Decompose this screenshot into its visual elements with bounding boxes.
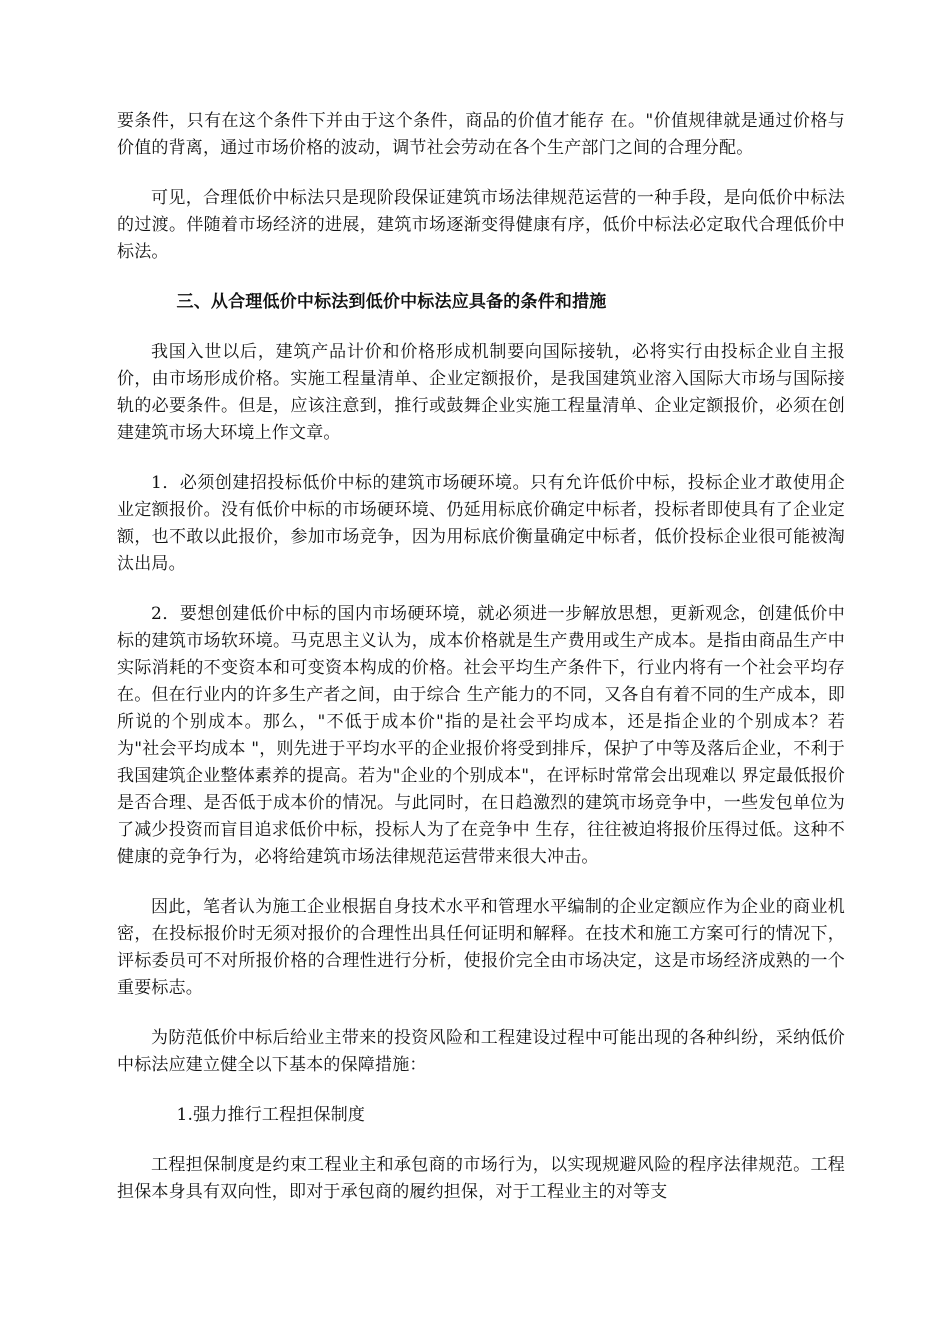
section-heading: 三、从合理低价中标法到低价中标法应具备的条件和措施 (176, 292, 607, 312)
paragraph-continued: 要条件，只有在这个条件下并由于这个条件，商品的价值才能存 在。"价值规律就是通过价格与价值的背离，通过市场价格的波动，调节社会劳动在各个生产部门之间的合理分配。 (117, 111, 845, 158)
document-body (117, 108, 845, 1229)
subheading-measure-1: 1.强力推行工程担保制度 (176, 1105, 366, 1125)
paragraph-measures-intro: 为防范低价中标后给业主带来的投资风险和工程建设过程中可能出现的各种纠纷，采纳低价中标法应建立健全以下基本的保障措施： (117, 1028, 845, 1075)
paragraph-intro: 我国入世以后，建筑产品计价和价格形成机制要向国际接轨，必将实行由投标企业自主报价，由市场形成价格。实施工程量清单、企业定额报价，是我国建筑业溶入国际大市场与国际接轨的必要条件。但是，应该注意到，推行或鼓舞企业实施工程量清单、企业定额报价，必须在创建建筑市场大环境上作文章。 (117, 342, 845, 443)
paragraph-conclusion: 因此，笔者认为施工企业根据自身技术水平和管理水平编制的企业定额应作为企业的商业机密，在投标报价时无须对报价的合理性出具任何证明和解释。在技术和施工方案可行的情况下，评标委员可不对所报价格的合理性进行分析，使报价完全由市场决定，这是市场经济成熟的一个重要标志。 (117, 897, 845, 998)
paragraph-guarantee: 工程担保制度是约束工程业主和承包商的市场行为，以实现规避风险的程序法律规范。工程担保本身具有双向性，即对于承包商的履约担保，对于工程业主的对等支 (117, 1155, 845, 1202)
paragraph-point-1: 1．必须创建招投标低价中标的建筑市场硬环境。只有允许低价中标，投标企业才敢使用企业定额报价。没有低价中标的市场硬环境、仍延用标底价确定中标者，投标者即使具有了企业定额，也不敢以此报价，参加市场竞争，因为用标底价衡量确定中标者，低价投标企业很可能被淘汰出局。 (117, 473, 845, 574)
paragraph-transition: 可见，合理低价中标法只是现阶段保证建筑市场法律规范运营的一种手段，是向低价中标法的过渡。伴随着市场经济的进展，建筑市场逐渐变得健康有序，低价中标法必定取代合理低价中标法。 (117, 188, 845, 262)
paragraph-point-2: 2．要想创建低价中标的国内市场硬环境，就必须进一步解放思想，更新观念，创建低价中标的建筑市场软环境。马克思主义认为，成本价格就是生产费用或生产成本。是指由商品生产中实际消耗的不变资本和可变资本构成的价格。社会平均生产条件下，行业内将有一个社会平均存在。但在行业内的许多生产者之间，由于综合 生产能力的不同，又各自有着不同的生产成本，即所说的个别成本。那么，"不低于成本价"指的是社会平均成本，还是指企业的个别成本？若为"社会平均成本 "，则先进于平均水平的企业报价将受到排斥，保护了中等及落后企业，不利于我国建筑企业整体素养的提高。若为"企业的个别成本"，在评标时常常会出现难以 界定最低报价是否合理、是否低于成本价的情况。与此同时，在日趋激烈的建筑市场竞争中，一些发包单位为了减少投资而盲目追求低价中标，投标人为了在竞争中 生存，往往被迫将报价压得过低。这种不健康的竞争行为，必将给建筑市场法律规范运营带来很大冲击。 (117, 604, 846, 867)
